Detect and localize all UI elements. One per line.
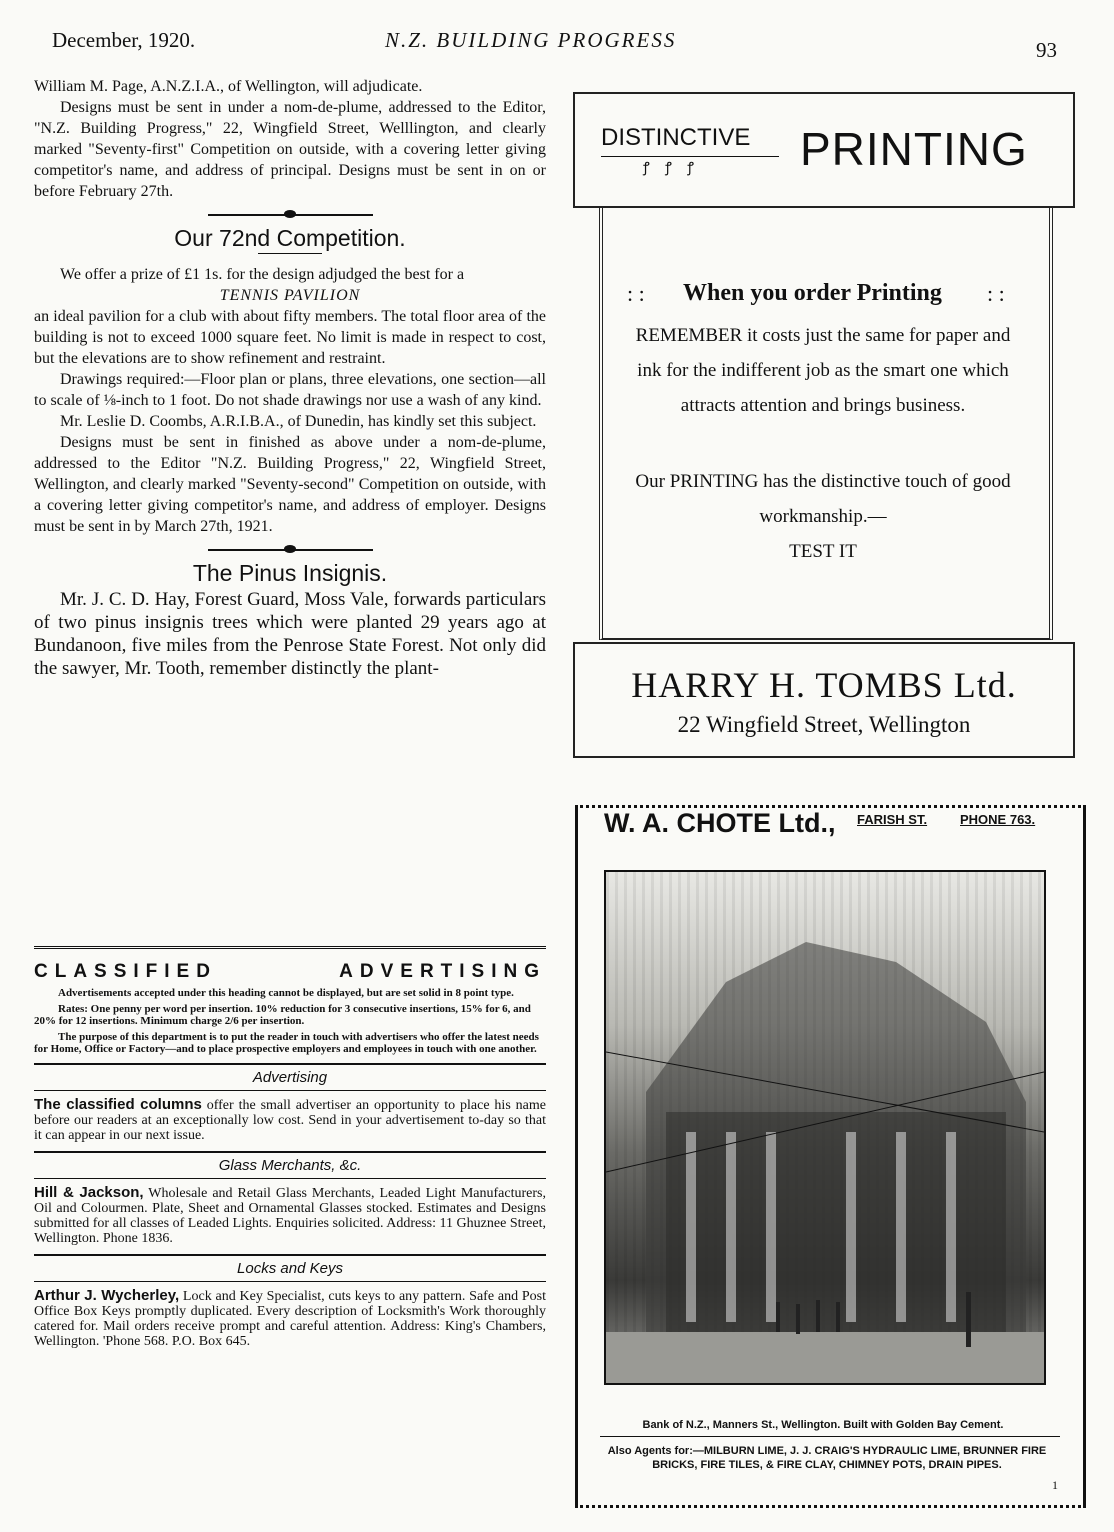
classified-entry xyxy=(34,1288,546,1349)
classified-note: Advertisements accepted under this heading cannot be displayed, but are set solid in 8 point type. xyxy=(58,987,514,999)
intro-paragraph: Designs must be sent in under a nom-de-plume, addressed to the Editor, "N.Z. Building Progress," 22, Wingfield Street, Welllington, and clearly marked "Seventy-first" Competition on outside, with a covering letter giving competitor's name, and address of principal. Designs must be sent in on or before February 27th. xyxy=(34,99,546,200)
classified-section xyxy=(34,946,546,1349)
journal-title: N.Z. BUILDING PROGRESS xyxy=(385,28,677,52)
classified-note: The purpose of this department is to put the reader in touch with advertisers who offer the latest needs for Home, Office or Factory—and to place prospective employers and employees in touch with one another. xyxy=(34,1031,539,1055)
ad-body-text: REMEMBER it costs just the same for paper and ink for the indifferent job as the smart one which attracts attention and brings business. xyxy=(635,325,1011,416)
printing-ad-header xyxy=(573,92,1075,208)
ad-headline: When you order Printing xyxy=(683,280,942,306)
chote-phone: PHONE 763. xyxy=(960,812,1036,827)
ornament-divider xyxy=(208,214,373,216)
caption-rule xyxy=(600,1436,1060,1437)
classified-entry xyxy=(34,1185,546,1246)
building-illustration xyxy=(606,872,1044,1383)
section-heading-locks: Locks and Keys xyxy=(34,1254,546,1282)
entry-lead: The classified columns xyxy=(34,1096,202,1113)
section-heading-advertising: Advertising xyxy=(34,1063,546,1091)
left-column xyxy=(34,76,546,680)
ad-number: 1 xyxy=(1052,1478,1058,1492)
heading-rule xyxy=(258,253,322,254)
distinctive-label: DISTINCTIVE xyxy=(601,124,751,151)
company-name: HARRY H. TOMBS Ltd. xyxy=(631,665,1017,705)
company-address: 22 Wingfield Street, Wellington xyxy=(677,712,971,737)
label-rule xyxy=(601,156,779,157)
classified-entry xyxy=(34,1097,546,1143)
page-number: 93 xyxy=(1036,38,1057,62)
entry-lead: Hill & Jackson, xyxy=(34,1184,144,1201)
ad-body-text: Our PRINTING has the distinctive touch of good workmanship.— xyxy=(635,471,1011,527)
competition-heading: Our 72nd Competition. xyxy=(174,225,406,251)
chote-company: W. A. CHOTE Ltd., xyxy=(604,808,836,838)
bank-building-photo xyxy=(604,870,1046,1385)
marker-right: : : xyxy=(987,281,1005,306)
competition-paragraph: Mr. Leslie D. Coombs, A.R.I.B.A., of Dunedin, has kindly set this subject. xyxy=(60,413,537,430)
entry-text: offer the small advertiser an opportunity to place his name before our readers at an exceptionally low cost. Send in your advertisement to-day so that it can appear in our next issue. xyxy=(34,1098,546,1143)
tombs-ad xyxy=(573,642,1075,758)
entry-lead: Arthur J. Wycherley, xyxy=(34,1287,180,1304)
agents-text: Also Agents for:—MILBURN LIME, J. J. CRAIG'S HYDRAULIC LIME, BRUNNER FIRE BRICKS, FIRE TILES, & FIRE CLAY, CHIMNEY POTS, DRAIN PIPES. xyxy=(607,1445,1047,1471)
ad-test: TEST IT xyxy=(789,541,857,562)
ornament-glyphs: ꝭ ꝭ ꝭ xyxy=(643,161,700,176)
competition-subject: TENNIS PAVILION xyxy=(219,287,361,304)
competition-paragraph: an ideal pavilion for a club with about fifty members. The total floor area of the building is not to exceed 1000 square feet. No limit is made in respect to cost, but the elevations are to show refinement and restraint. xyxy=(34,308,546,367)
issue-date: December, 1920. xyxy=(52,28,196,52)
ornament-divider xyxy=(208,549,373,551)
pinus-paragraph: Mr. J. C. D. Hay, Forest Guard, Moss Vale, forwards particulars of two pinus insignis trees which were planted 29 years ago at Bundanoon, five miles from the Penrose State Forest. Not only did the sawyer, Mr. Tooth, remember distinctly the plant- xyxy=(34,589,546,679)
marker-left: : : xyxy=(627,281,645,306)
chote-street: FARISH ST. xyxy=(857,812,928,827)
printing-ad-body xyxy=(599,206,1053,640)
entry-text: Lock and Key Specialist, cuts keys to any pattern. Safe and Post Office Box Keys promptly duplicated. Every description of Locksmith's Work thoroughly catered for. Mail orders receive prompt and careful attention. Address: King's Chambers, Wellington. 'Phone 568. P.O. Box 645. xyxy=(34,1289,547,1349)
competition-paragraph: We offer a prize of £1 1s. for the design adjudged the best for a xyxy=(60,266,465,283)
competition-paragraph: Designs must be sent in finished as above under a nom-de-plume, addressed to the Editor "N.Z. Building Progress," 22, Wingfield Street, Wellington, and clearly marked "Seventy-second" Competition on outside, with a covering letter giving competitor's name, and address of employer. Designs must be sent in by March 27th, 1921. xyxy=(34,434,546,535)
entry-text: Wholesale and Retail Glass Merchants, Leaded Light Manufacturers, Oil and Colourmen. Plate, Sheet and Ornamental Glasses stocked. Estimates and Designs submitted for all classes of Leaded Lights. Enquiries solicited. Address: 11 Ghuznee Street, Wellington. Phone 1836. xyxy=(34,1186,546,1246)
competition-paragraph: Drawings required:—Floor plan or plans, three elevations, one section—all to scale of ⅛-inch to 1 foot. Do not shade drawings nor use a wash of any kind. xyxy=(34,371,546,409)
section-heading-glass: Glass Merchants, &c. xyxy=(34,1151,546,1179)
photo-caption: Bank of N.Z., Manners St., Wellington. Built with Golden Bay Cement. xyxy=(642,1419,1004,1431)
pinus-heading: The Pinus Insignis. xyxy=(192,560,388,586)
printing-label: PRINTING xyxy=(800,123,1028,175)
intro-paragraph: William M. Page, A.N.Z.I.A., of Wellington, will adjudicate. xyxy=(34,78,423,95)
classified-title: CLASSIFIED ADVERTISING xyxy=(34,946,546,983)
classified-note: Rates: One penny per word per insertion. 10% reduction for 3 consecutive insertions, 15% for 6, and 20% for 12 insertions. Minimum charge 2/6 per insertion. xyxy=(34,1003,531,1027)
